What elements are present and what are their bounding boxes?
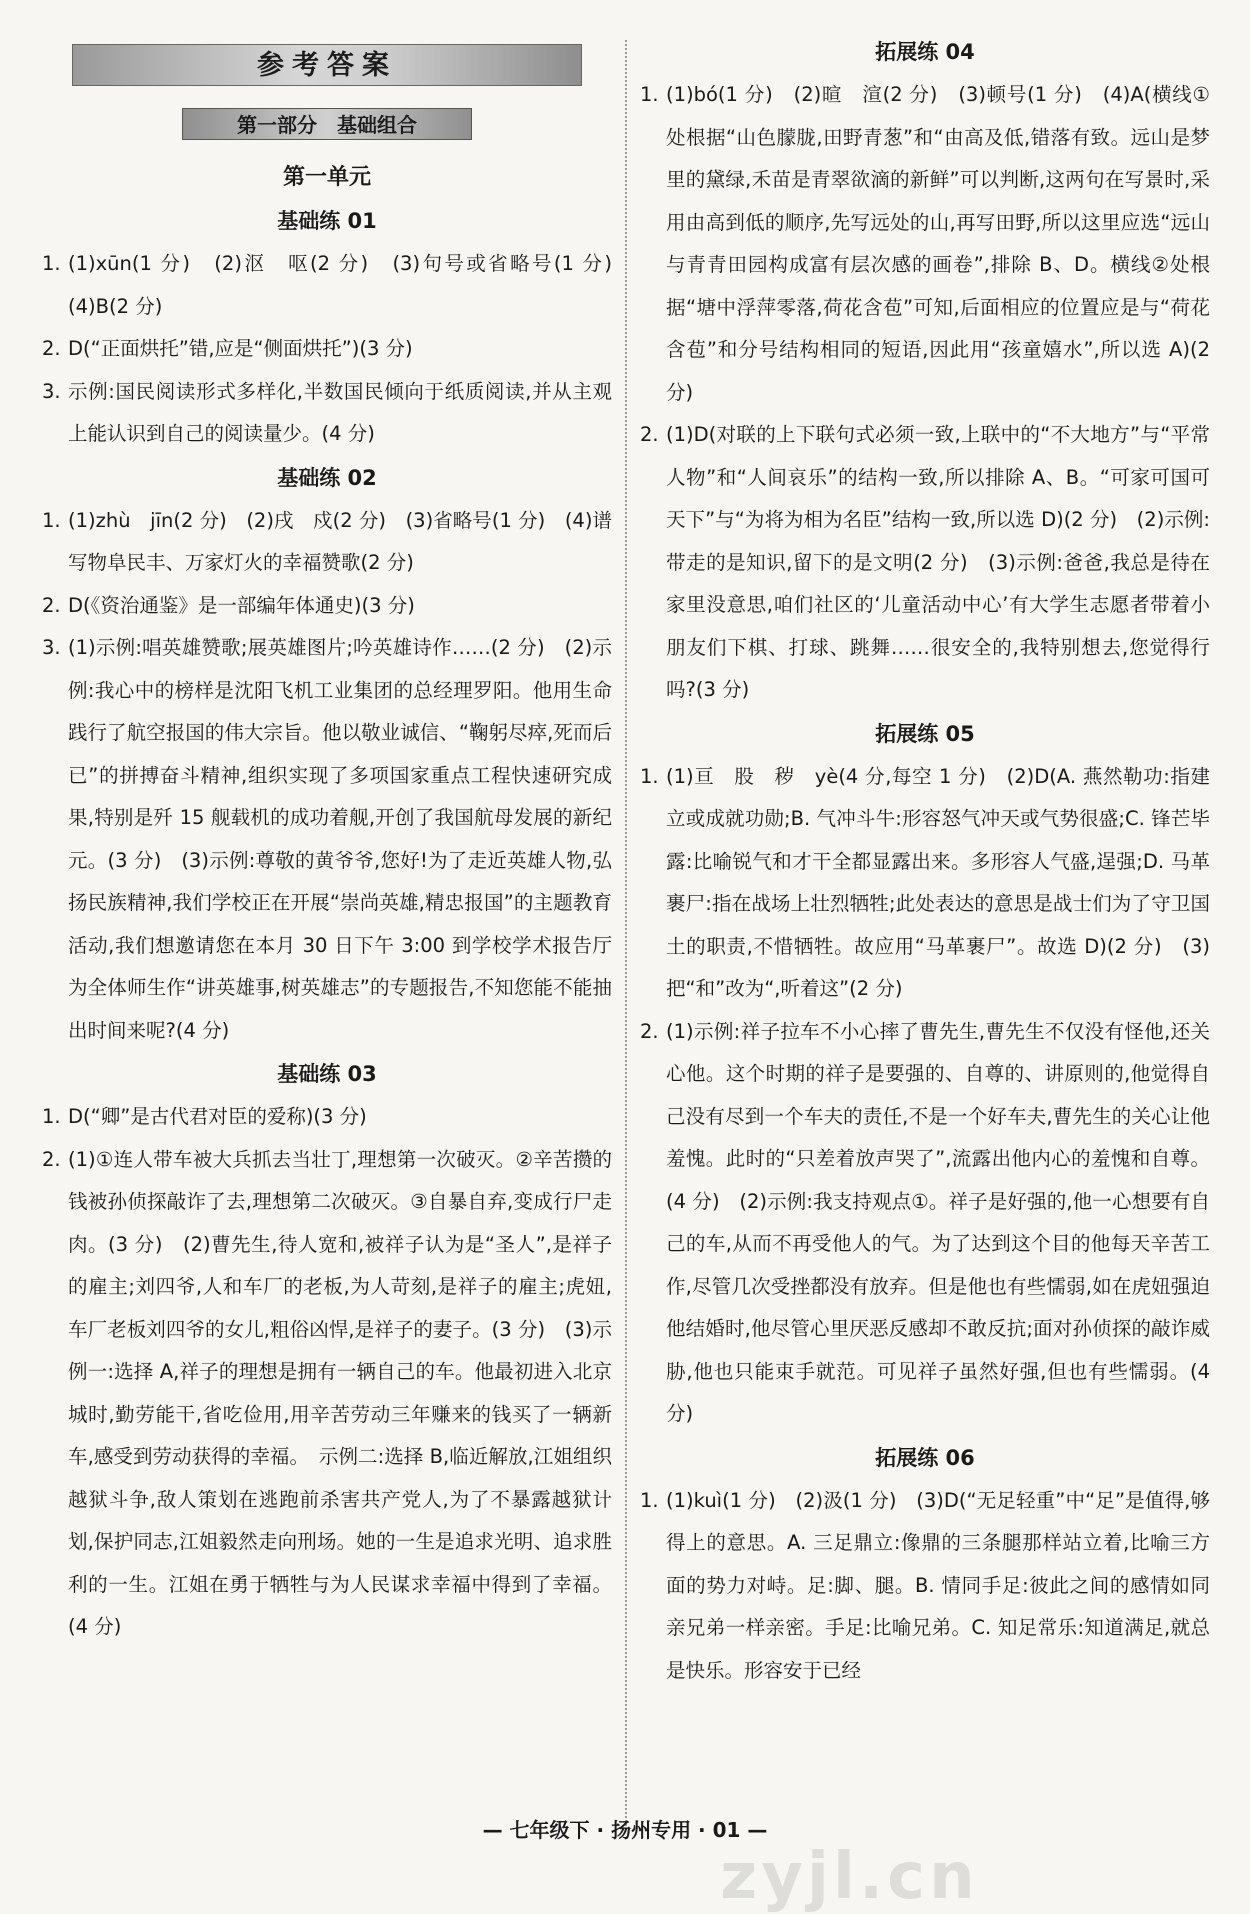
answer-item bbox=[640, 414, 1210, 712]
item-number: 2. bbox=[42, 593, 61, 617]
item-number: 1. bbox=[42, 508, 61, 532]
item-text: D(《资治通鉴》是一部编年体通史)(3 分) bbox=[68, 593, 415, 617]
item-number: 2. bbox=[640, 423, 659, 446]
answer-header-banner: 参考答案 bbox=[72, 44, 582, 86]
item-number: 1. bbox=[640, 1488, 659, 1512]
item-text: D(“正面烘托”错,应是“侧面烘托”)(3 分) bbox=[68, 337, 413, 360]
item-text: (1)zhù jīn(2 分) (2)戌 戍(2 分) (3)省略号(1 分) (4)谱写物阜民丰、万家灯火的幸福赞歌(2 分) bbox=[68, 508, 612, 574]
answer-item bbox=[640, 756, 1210, 1011]
column-divider bbox=[625, 40, 627, 1830]
section-title: 基础练 03 bbox=[277, 1062, 377, 1086]
left-sections bbox=[42, 205, 632, 1649]
item-number: 3. bbox=[42, 636, 61, 659]
item-text: 示例:国民阅读形式多样化,半数国民倾向于纸质阅读,并从主观上能认识到自己的阅读量少。(4 分) bbox=[68, 379, 612, 445]
watermark-logo: zyjl.cn bbox=[720, 1840, 979, 1914]
answer-item bbox=[42, 1139, 612, 1649]
answer-item bbox=[640, 74, 1210, 414]
item-text: (1)xūn(1 分) (2)沤 呕(2 分) (3)句号或省略号(1 分) (4)B(2 分) bbox=[68, 252, 632, 318]
section-title: 拓展练 05 bbox=[875, 721, 975, 746]
section-title: 基础练 01 bbox=[277, 209, 377, 233]
answer-item bbox=[42, 1096, 612, 1139]
item-number: 2. bbox=[42, 337, 61, 360]
section-title: 基础练 02 bbox=[277, 465, 377, 490]
answer-item bbox=[42, 500, 612, 585]
item-text: (1)bó(1 分) (2)暄 渲(2 分) (3)顿号(1 分) (4)A(横线①处根据“山色朦胧,田野青葱”和“由高及低,错落有致。远山是梦里的黛绿,禾苗是青翠欲滴的新鲜”可以判断,这两句在写景时,采用由高到低的顺序,先写远处的山,再写田野,所以这里应选“远山与青青田园构成富有层次感的画卷”,排除 B、D。横线②处根据“塘中浮萍零落,荷花含苞”可知,后面相应的位置应是与“荷花含苞”和分号结构相同的短语,因此用“孩童嬉水”,所以选 A)(2 分) bbox=[666, 83, 1210, 404]
section-title: 拓展练 06 bbox=[875, 1445, 975, 1470]
item-text: (1)①连人带车被大兵抓去当壮丁,理想第一次破灭。②辛苦攒的钱被孙侦探敲诈了去,理想第二次破灭。③自暴自弃,变成行尸走肉。(3 分) (2)曹先生,待人宽和,被祥子认为是“圣人”,是祥子的雇主;刘四爷,人和车厂的老板,为人苛刻,是祥子的雇主;虎妞,车厂老板刘四爷的女儿,粗俗凶悍,是祥子的妻子。(3 分) (3)示例一:选择 A,祥子的理想是拥有一辆自己的车。他最初进入北京城时,勤劳能干,省吃俭用,用辛苦劳动三年赚来的钱买了一辆新车,感受到劳动获得的幸福。 示例二:选择 B,临近解放,江姐组织越狱斗争,敌人策划在逃跑前杀害共产党人,为了不暴露越狱计划,保护同志,江姐毅然走向刑场。她的一生是追求光明、追求胜利的一生。江姐在勇于牺牲与为人民谋求幸福中得到了幸福。(4 分) bbox=[68, 1147, 612, 1638]
answer-item bbox=[640, 1011, 1210, 1436]
answer-item bbox=[42, 627, 612, 1052]
right-sections bbox=[640, 36, 1210, 1692]
answer-item bbox=[640, 1480, 1210, 1693]
item-text: (1)示例:祥子拉车不小心摔了曹先生,曹先生不仅没有怪他,还关心他。这个时期的祥子是要强的、自尊的、讲原则的,他觉得自己没有尽到一个车夫的责任,不是一个好车夫,曹先生的关心让他羞愧。此时的“只差着放声哭了”,流露出他内心的羞愧和自尊。(4 分) (2)示例:我支持观点①。祥子是好强的,他一心想要有自己的车,从而不再受他人的气。为了达到这个目的他每天辛苦工作,尽管几次受挫都没有放弃。但是他也有些懦弱,如在虎妞强迫他结婚时,他尽管心里厌恶反感却不敢反抗;面对孙侦探的敲诈威胁,他也只能束手就范。可见祥子虽然好强,但也有些懦弱。(4 分) bbox=[666, 1019, 1210, 1425]
item-number: 1. bbox=[42, 1105, 61, 1128]
item-number: 2. bbox=[640, 1019, 659, 1043]
right-column bbox=[640, 30, 1210, 1692]
answer-item bbox=[42, 585, 612, 628]
left-column bbox=[42, 30, 632, 1649]
item-number: 3. bbox=[42, 379, 61, 403]
part-title-banner: 第一部分 基础组合 bbox=[182, 108, 472, 140]
item-text: (1)D(对联的上下联句式必须一致,上联中的“不大地方”与“平常人物”和“人间哀乐”的结构一致,所以排除 A、B。“可家可国可天下”与“为将为相为名臣”结构一致,所以选 D)(2 分) (2)示例:带走的是知识,留下的是文明(2 分) (3)示例:爸爸,我总是待在家里没意思,咱们社区的‘儿童活动中心’有大学生志愿者带着小朋友们下棋、打球、跳舞……很安全的,我特别想去,您觉得行吗?(3 分) bbox=[666, 423, 1210, 701]
page-footer: — 七年级下 · 扬州专用 · 01 — bbox=[482, 1818, 768, 1842]
item-number: 1. bbox=[640, 83, 659, 106]
item-text: D(“卿”是古代君对臣的爱称)(3 分) bbox=[68, 1105, 367, 1128]
item-number: 1. bbox=[42, 252, 61, 275]
item-number: 2. bbox=[42, 1147, 61, 1171]
item-text: (1)亘 股 秽 yè(4 分,每空 1 分) (2)D(A. 燕然勒功:指建立或成就功勋;B. 气冲斗牛:形容怒气冲天或气势很盛;C. 锋芒毕露:比喻锐气和才干全都显露出来。多形容人气盛,逞强;D. 马革裹尸:指在战场上壮烈牺牲;此处表达的意思是战士们为了守卫国土的职责,不惜牺牲。故应用“马革裹尸”。故选 D)(2 分) (3)把“和”改为“,听着这”(2 分) bbox=[666, 764, 1210, 1000]
item-text: (1)示例:唱英雄赞歌;展英雄图片;吟英雄诗作……(2 分) (2)示例:我心中的榜样是沈阳飞机工业集团的总经理罗阳。他用生命践行了航空报国的伟大宗旨。他以敬业诚信、“鞠躬尽瘁,死而后已”的拼搏奋斗精神,组织实现了多项国家重点工程快速研究成果,特别是歼 15 舰载机的成功着舰,开创了我国航母发展的新纪元。(3 分) (3)示例:尊敬的黄爷爷,您好!为了走近英雄人物,弘扬民族精神,我们学校正在开展“崇尚英雄,精忠报国”的主题教育活动,我们想邀请您在本月 30 日下午 3:00 到学校学术报告厅为全体师生作“讲英雄事,树英雄志”的专题报告,不知您能不能抽出时间来呢?(4 分) bbox=[68, 636, 612, 1042]
item-number: 1. bbox=[640, 764, 659, 788]
answer-item bbox=[42, 371, 612, 456]
section-title: 拓展练 04 bbox=[875, 40, 975, 64]
unit-title: 第一单元 bbox=[282, 165, 371, 190]
item-text: (1)kuì(1 分) (2)汲(1 分) (3)D(“无足轻重”中“足”是值得,够得上的意思。A. 三足鼎立:像鼎的三条腿那样站立着,比喻三方面的势力对峙。足:脚、腿。B. 情同手足:彼此之间的感情如同亲兄弟一样亲密。手足:比喻兄弟。C. 知足常乐:知道满足,就总是快乐。形容安于已经 bbox=[666, 1488, 1210, 1682]
answer-item bbox=[42, 328, 612, 371]
answer-item bbox=[42, 243, 632, 328]
